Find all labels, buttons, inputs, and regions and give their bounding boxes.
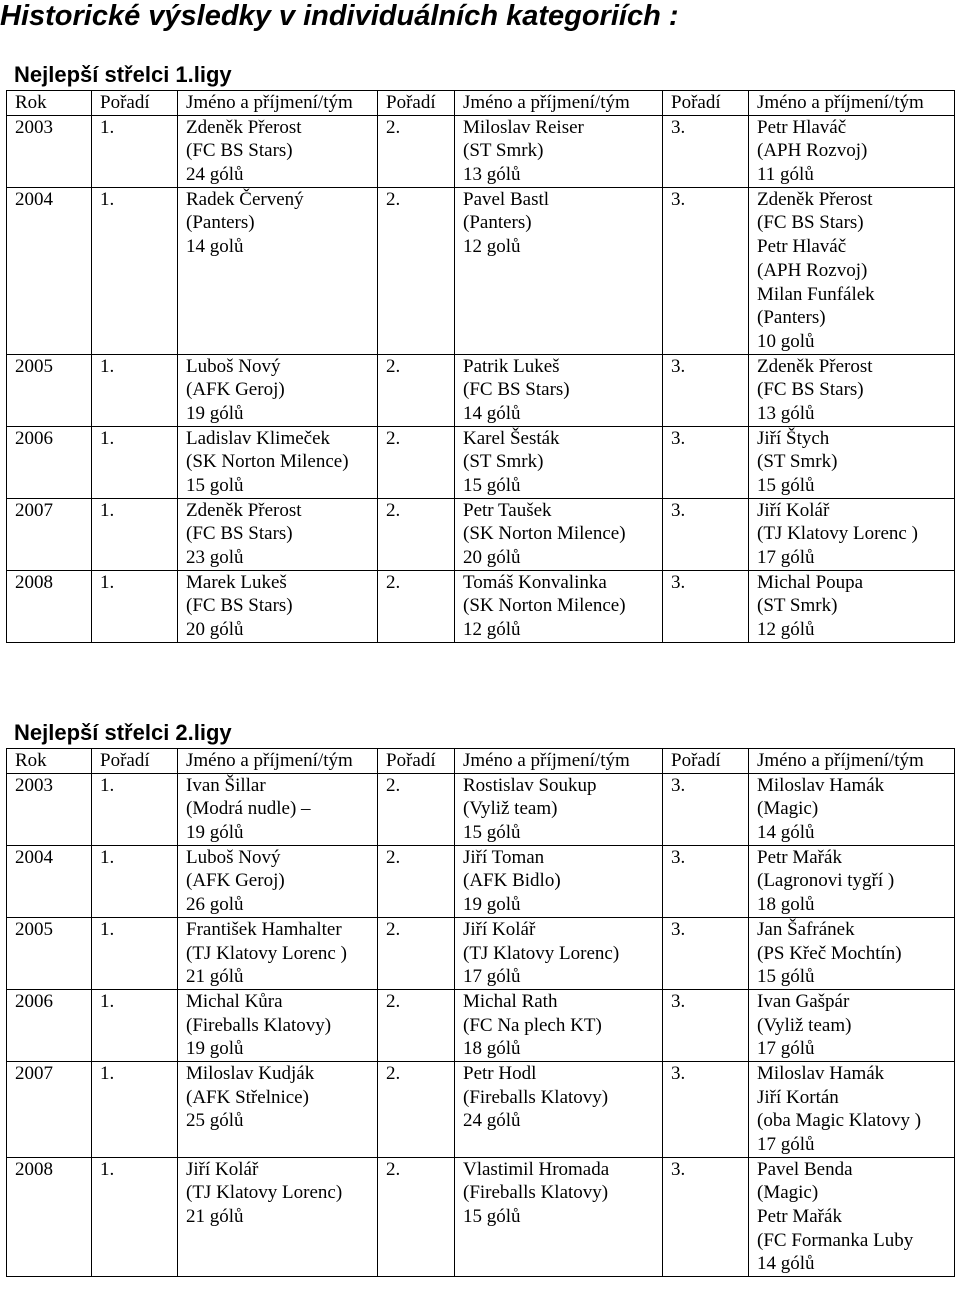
cell-line: (Panters) [186,212,255,234]
header-year: Rok [7,749,92,774]
scorer-cell-1 [178,498,378,570]
rank-cell-1: 1. [92,773,178,845]
cell-line: Miloslav Kudják [186,1062,315,1084]
cell-line: Petr Hlaváč [757,236,847,258]
cell-line: 24 gólů [186,164,244,186]
cell-line: Luboš Nový [186,846,281,868]
cell-line: 15 gólů [463,475,521,497]
table-row [7,498,955,570]
cell-line: Petr Hodl [463,1062,537,1084]
rank-cell-3: 3. [663,115,749,187]
cell-line: Milan Funfálek [757,283,875,305]
cell-line: Jiří Kolář [757,499,830,521]
rank-cell-2: 2. [378,426,455,498]
cell-line: 23 golů [186,547,244,569]
cell-line: 14 golů [186,236,244,258]
scorer-cell-3 [749,1157,955,1276]
rank-cell-2: 2. [378,354,455,426]
table-row [7,773,955,845]
cell-line: Miloslav Hamák [757,774,885,796]
cell-line: Ladislav Klimeček [186,427,331,449]
year-cell: 2007 [7,1061,92,1157]
cell-line: 19 gólů [186,822,244,844]
cell-line: Zdeněk Přerost [757,188,873,210]
cell-line: 25 gólů [186,1110,244,1132]
cell-line: Luboš Nový [186,355,281,377]
scorer-cell-3 [749,989,955,1061]
rank-cell-1: 1. [92,1157,178,1276]
cell-line: (APH Rozvoj) [757,140,868,162]
rank-cell-1: 1. [92,989,178,1061]
header-name-1: Jméno a příjmení/tým [178,91,378,116]
rank-cell-1: 1. [92,570,178,642]
scorer-cell-2 [455,115,663,187]
rank-cell-2: 2. [378,570,455,642]
cell-line: Patrik Lukeš [463,355,560,377]
year-cell: 2006 [7,989,92,1061]
cell-line: (Panters) [463,212,532,234]
rank-cell-3: 3. [663,570,749,642]
cell-line: (AFK Geroj) [186,870,285,892]
cell-line: (ST Smrk) [463,451,544,473]
cell-line: 21 gólů [186,1206,244,1228]
scorer-cell-3 [749,773,955,845]
header-name-3: Jméno a příjmení/tým [749,749,955,774]
scorer-cell-3 [749,1061,955,1157]
cell-line: Petr Hlaváč [757,116,847,138]
cell-line: 24 gólů [463,1110,521,1132]
rank-cell-1: 1. [92,845,178,917]
cell-line: Marek Lukeš [186,571,287,593]
table-row [7,570,955,642]
cell-line: 11 gólů [757,164,814,186]
cell-line: (ST Smrk) [757,451,838,473]
scorer-cell-2 [455,187,663,354]
cell-line: 20 gólů [186,619,244,641]
cell-line: Zdeněk Přerost [186,499,302,521]
cell-line: (Modrá nudle) – [186,798,311,820]
scorer-cell-3 [749,917,955,989]
cell-line: Vlastimil Hromada [463,1158,610,1180]
cell-line: 15 gólů [757,966,815,988]
cell-line: 12 gólů [757,619,815,641]
table-row [7,845,955,917]
cell-line: Petr Mařák [757,1206,842,1228]
scorer-cell-2 [455,845,663,917]
section-title-liga-1: Nejlepší střelci 1.ligy [14,62,232,87]
table-row [7,917,955,989]
cell-line: 13 gólů [463,164,521,186]
cell-line: (oba Magic Klatovy ) [757,1110,922,1132]
scorer-cell-2 [455,354,663,426]
rank-cell-3: 3. [663,1061,749,1157]
year-cell: 2003 [7,115,92,187]
cell-line: Jiří Kolář [186,1158,259,1180]
header-rank-3: Pořadí [663,749,749,774]
cell-line: (Panters) [757,307,826,329]
cell-line: 19 gólů [186,402,244,424]
scorer-cell-3 [749,570,955,642]
cell-line: (PS Křeč Mochtín) [757,942,902,964]
rank-cell-3: 3. [663,498,749,570]
cell-line: Rostislav Soukup [463,774,597,796]
rank-cell-3: 3. [663,773,749,845]
scorer-cell-3 [749,426,955,498]
cell-line: (Fireballs Klatovy) [463,1086,609,1108]
rank-cell-2: 2. [378,187,455,354]
cell-line: (AFK Bidlo) [463,870,561,892]
rank-cell-2: 2. [378,989,455,1061]
cell-line: Jiří Štych [757,427,830,449]
table-row [7,426,955,498]
cell-line: Ivan Gašpár [757,990,850,1012]
cell-line: 15 gólů [463,1206,521,1228]
cell-line: (SK Norton Milence) [463,595,626,617]
year-cell: 2008 [7,1157,92,1276]
cell-line: Ivan Šillar [186,774,266,796]
cell-line: Miloslav Reiser [463,116,584,138]
cell-line: 15 gólů [757,475,815,497]
header-year: Rok [7,91,92,116]
rank-cell-2: 2. [378,917,455,989]
cell-line: (FC BS Stars) [757,212,864,234]
rank-cell-3: 3. [663,989,749,1061]
cell-line: 18 gólů [463,1038,521,1060]
year-cell: 2003 [7,773,92,845]
rank-cell-1: 1. [92,426,178,498]
scorer-cell-1 [178,845,378,917]
rank-cell-1: 1. [92,187,178,354]
rank-cell-1: 1. [92,917,178,989]
cell-line: (FC BS Stars) [186,140,293,162]
year-cell: 2004 [7,187,92,354]
cell-line: Pavel Bastl [463,188,550,210]
cell-line: (Vyliž team) [757,1014,852,1036]
scorer-cell-1 [178,570,378,642]
table-header-row [7,91,955,116]
cell-line: Karel Šesták [463,427,560,449]
rank-cell-1: 1. [92,354,178,426]
year-cell: 2005 [7,354,92,426]
table-row [7,989,955,1061]
scorer-cell-3 [749,187,955,354]
cell-line: (SK Norton Milence) [463,523,626,545]
cell-line: Radek Červený [186,188,304,210]
table-row [7,1157,955,1276]
cell-line: Jan Šafránek [757,918,855,940]
section-title-liga-2: Nejlepší střelci 2.ligy [14,720,232,745]
table-row [7,115,955,187]
cell-line: 13 gólů [757,402,815,424]
cell-line: (AFK Střelnice) [186,1086,309,1108]
cell-line: (FC Na plech KT) [463,1014,602,1036]
cell-line: (FC BS Stars) [186,595,293,617]
cell-line: (SK Norton Milence) [186,451,349,473]
cell-line: 12 golů [463,236,521,258]
table-row [7,1061,955,1157]
cell-line: Jiří Kortán [757,1086,839,1108]
cell-line: 12 gólů [463,619,521,641]
cell-line: 14 gólů [757,822,815,844]
cell-line: Michal Kůra [186,990,283,1012]
cell-line: (FC BS Stars) [463,379,570,401]
cell-line: 26 golů [186,894,244,916]
scorer-cell-1 [178,354,378,426]
header-rank-1: Pořadí [92,749,178,774]
cell-line: 17 gólů [463,966,521,988]
scorer-cell-1 [178,426,378,498]
rank-cell-3: 3. [663,354,749,426]
cell-line: 21 gólů [186,966,244,988]
header-rank-3: Pořadí [663,91,749,116]
cell-line: (FC Formanka Luby [757,1229,914,1251]
cell-line: Pavel Benda [757,1158,853,1180]
header-rank-2: Pořadí [378,749,455,774]
cell-line: (Magic) [757,798,819,820]
cell-line: Jiří Toman [463,846,545,868]
cell-line: Michal Rath [463,990,558,1012]
cell-line: 17 gólů [757,1134,815,1156]
cell-line: (Fireballs Klatovy) [186,1014,332,1036]
cell-line: 19 golů [186,1038,244,1060]
rank-cell-3: 3. [663,426,749,498]
rank-cell-2: 2. [378,498,455,570]
rank-cell-1: 1. [92,498,178,570]
cell-line: (AFK Geroj) [186,379,285,401]
cell-line: Zdeněk Přerost [757,355,873,377]
cell-line: Zdeněk Přerost [186,116,302,138]
scorer-cell-2 [455,426,663,498]
cell-line: Tomáš Konvalinka [463,571,607,593]
header-rank-1: Pořadí [92,91,178,116]
scorer-cell-3 [749,498,955,570]
year-cell: 2004 [7,845,92,917]
cell-line: Miloslav Hamák [757,1062,885,1084]
header-name-3: Jméno a příjmení/tým [749,91,955,116]
scorer-cell-2 [455,1157,663,1276]
scorer-cell-1 [178,917,378,989]
rank-cell-1: 1. [92,115,178,187]
scorer-cell-3 [749,115,955,187]
rank-cell-2: 2. [378,1061,455,1157]
scorer-cell-3 [749,354,955,426]
rank-cell-3: 3. [663,187,749,354]
rank-cell-3: 3. [663,917,749,989]
cell-line: (ST Smrk) [463,140,544,162]
header-name-2: Jméno a příjmení/tým [455,749,663,774]
scorers-table-liga-2 [6,748,955,1277]
scorer-cell-1 [178,1157,378,1276]
scorer-cell-2 [455,773,663,845]
rank-cell-2: 2. [378,845,455,917]
rank-cell-2: 2. [378,773,455,845]
scorer-cell-1 [178,115,378,187]
cell-line: (Fireballs Klatovy) [463,1182,609,1204]
rank-cell-1: 1. [92,1061,178,1157]
cell-line: (ST Smrk) [757,595,838,617]
scorer-cell-2 [455,498,663,570]
scorer-cell-2 [455,1061,663,1157]
header-name-2: Jméno a příjmení/tým [455,91,663,116]
cell-line: 15 golů [186,475,244,497]
cell-line: (Lagronovi tygří ) [757,870,895,892]
year-cell: 2008 [7,570,92,642]
scorer-cell-2 [455,917,663,989]
cell-line: 17 gólů [757,547,815,569]
scorer-cell-3 [749,845,955,917]
cell-line: (TJ Klatovy Lorenc) [463,942,620,964]
cell-line: Jiří Kolář [463,918,536,940]
rank-cell-2: 2. [378,1157,455,1276]
cell-line: 20 gólů [463,547,521,569]
scorer-cell-1 [178,989,378,1061]
scorer-cell-1 [178,1061,378,1157]
table-row [7,354,955,426]
cell-line: (Magic) [757,1182,819,1204]
page-title: Historické výsledky v individuálních kategoriích : [0,0,679,32]
cell-line: 19 golů [463,894,521,916]
cell-line: (TJ Klatovy Lorenc) [186,1182,343,1204]
rank-cell-3: 3. [663,845,749,917]
cell-line: 14 gólů [757,1253,815,1275]
cell-line: (Vyliž team) [463,798,558,820]
cell-line: František Hamhalter [186,918,342,940]
cell-line: Petr Mařák [757,846,842,868]
year-cell: 2005 [7,917,92,989]
cell-line: Michal Poupa [757,571,864,593]
cell-line: (TJ Klatovy Lorenc ) [186,942,347,964]
scorer-cell-1 [178,187,378,354]
cell-line: 17 gólů [757,1038,815,1060]
scorers-table-liga-1 [6,90,955,643]
cell-line: 15 gólů [463,822,521,844]
table-row [7,187,955,354]
scorer-cell-2 [455,570,663,642]
rank-cell-3: 3. [663,1157,749,1276]
scorer-cell-2 [455,989,663,1061]
cell-line: Petr Taušek [463,499,552,521]
rank-cell-2: 2. [378,115,455,187]
scorer-cell-1 [178,773,378,845]
cell-line: (TJ Klatovy Lorenc ) [757,523,918,545]
cell-line: 14 gólů [463,402,521,424]
cell-line: 18 golů [757,894,815,916]
cell-line: (FC BS Stars) [186,523,293,545]
header-rank-2: Pořadí [378,91,455,116]
cell-line: (APH Rozvoj) [757,259,868,281]
year-cell: 2006 [7,426,92,498]
cell-line: (FC BS Stars) [757,379,864,401]
table-header-row [7,749,955,774]
header-name-1: Jméno a příjmení/tým [178,749,378,774]
cell-line: 10 golů [757,330,815,352]
year-cell: 2007 [7,498,92,570]
